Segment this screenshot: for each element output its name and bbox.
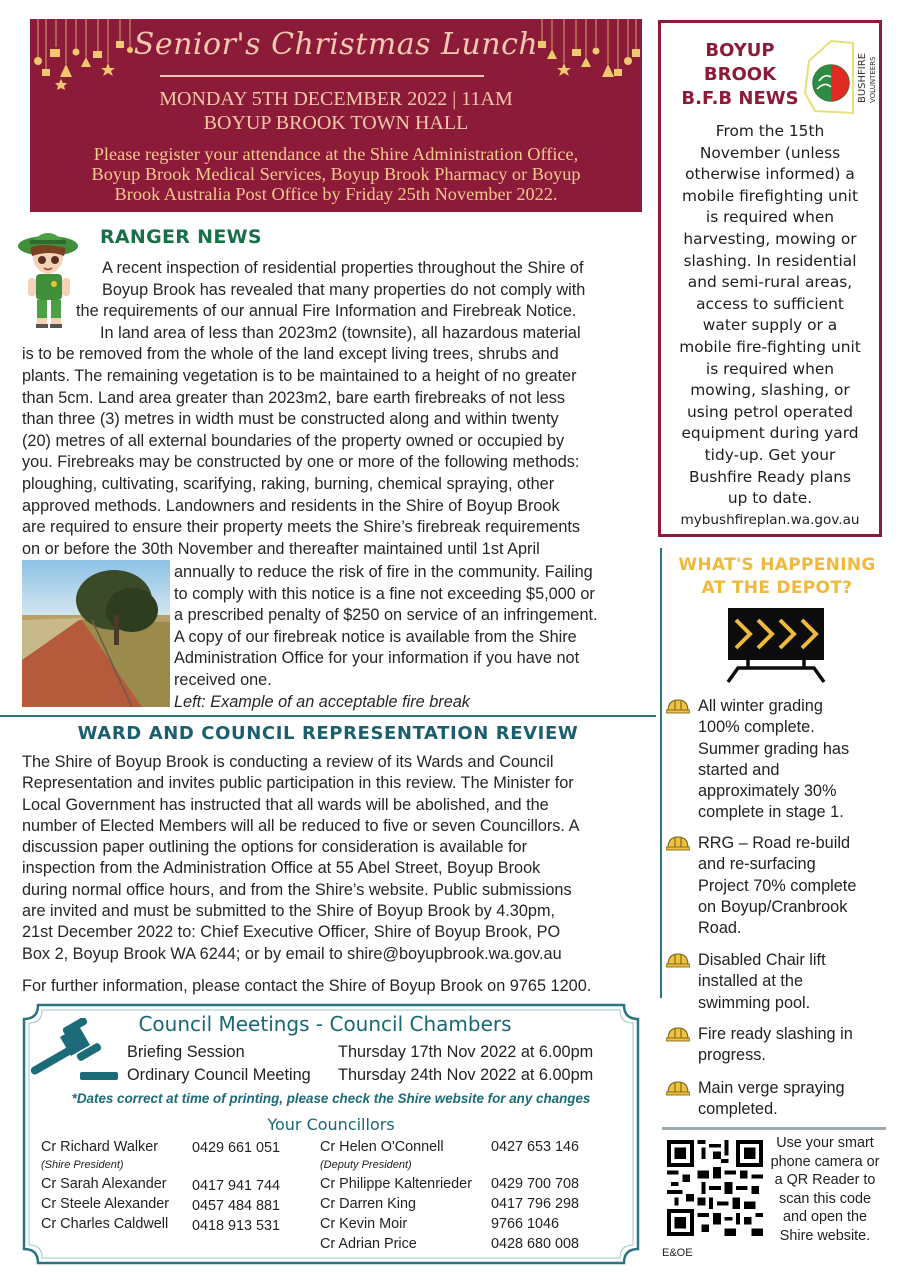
meeting-date: Thursday 17th Nov 2022 at 6.00pm	[338, 1043, 594, 1061]
depot-item-line: All winter grading	[698, 697, 823, 715]
ranger-line: plants. The remaining vegetation is to be maintained to a height of no greater	[22, 366, 577, 385]
bfb-line: slashing. In residential	[683, 251, 857, 270]
christmas-lunch-banner	[30, 19, 642, 212]
depot-item	[666, 1024, 896, 1067]
bfb-heading-line: B.F.B NEWS	[681, 88, 799, 109]
ward-line: are invited and must be submitted to the Shire of Boyup Brook by 4.30pm,	[22, 902, 556, 921]
councillor-phone: 0429 700 708	[491, 1176, 580, 1192]
section-divider	[662, 1127, 886, 1130]
qr-text-line: and open the	[782, 1209, 868, 1226]
depot-title-line: WHAT'S HAPPENING	[678, 555, 876, 575]
section-divider	[0, 715, 656, 717]
councillor-name: Cr Philippe Kaltenrieder	[320, 1176, 472, 1192]
councillor-name: Cr Darren King	[320, 1196, 416, 1212]
ranger-line: on or before the 30th November and thereafter maintained until 1st April	[22, 539, 540, 558]
ranger-line: annually to reduce the risk of fire in the community. Failing	[174, 563, 593, 581]
photo-caption: Left: Example of an acceptable fire break	[174, 692, 470, 711]
councillor-phone: 0428 680 008	[491, 1236, 580, 1252]
councillor-name: Cr Richard Walker	[41, 1139, 159, 1155]
ward-line: number of Elected Members will all be reduced to five or seven Councillors. A	[22, 816, 580, 835]
ranger-line: received one.	[174, 670, 272, 689]
ranger-line: a prescribed penalty of $250 on service of an infringement.	[174, 606, 598, 625]
depot-item-line: Project 70% complete	[698, 876, 857, 895]
councillor-role: (Shire President)	[41, 1159, 124, 1171]
banner-divider	[160, 75, 484, 77]
councillor-phone: 9766 1046	[491, 1216, 560, 1232]
bfb-line: using petrol operated	[687, 402, 853, 421]
bfb-line: access to sufficient	[696, 294, 844, 313]
hard-hat-icon	[666, 1026, 690, 1042]
qr-text-line: phone camera or	[770, 1153, 880, 1170]
registration-line: Boyup Brook Medical Services, Boyup Brook Pharmacy or Boyup	[91, 164, 581, 184]
depot-item-line: progress.	[698, 1046, 766, 1065]
ward-review-title: WARD AND COUNCIL REPRESENTATION REVIEW	[77, 723, 579, 744]
depot-item	[666, 950, 896, 1014]
ranger-line: In land area of less than 2023m2 (townsite), all hazardous material	[100, 323, 581, 342]
councillors-title: Your Councillors	[267, 1115, 395, 1134]
councillor-name: Cr Sarah Alexander	[41, 1176, 167, 1192]
bfb-line: mowing, slashing, or	[690, 381, 850, 400]
councillor-name: Cr Kevin Moir	[320, 1216, 408, 1232]
councillor-phone: 0418 913 531	[192, 1218, 281, 1234]
ranger-line: is to be removed from the whole of the land except living trees, shrubs and	[22, 345, 559, 364]
depot-item	[666, 1078, 896, 1121]
bfb-line: mobile fire-fighting unit	[679, 337, 861, 356]
bushfire-plan-link[interactable]: mybushfireplan.wa.gov.au	[680, 511, 860, 528]
ward-line: Local Government has instructed that all wards will be abolished, and the	[22, 795, 549, 814]
ranger-line: than three (3) metres in width must be constructed along and within twenty	[22, 410, 559, 429]
meeting-name: Ordinary Council Meeting	[127, 1066, 311, 1084]
logo-text-bushfire: BUSHFIRE	[857, 52, 868, 103]
ward-contact-info: For further information, please contact the Shire of Boyup Brook on 9765 1200.	[22, 977, 592, 995]
depot-item-line: approximately 30%	[698, 782, 837, 801]
bfb-line: tidy-up. Get your	[704, 445, 836, 464]
ranger-news-title: RANGER NEWS	[100, 226, 262, 248]
ranger-line: A copy of our firebreak notice is available from the Shire	[174, 627, 577, 646]
depot-item-line: complete in stage 1.	[698, 803, 844, 822]
councillor-role: (Deputy President)	[320, 1159, 412, 1171]
depot-item-line: Fire ready slashing in	[698, 1025, 853, 1043]
bfb-line: and semi-rural areas,	[687, 273, 853, 292]
bfb-line: November (unless	[699, 143, 841, 162]
bfb-line: up to date.	[727, 489, 813, 508]
ranger-line: than 5cm. Land area greater than 2023m2, bare earth firebreaks of not less	[22, 388, 566, 407]
bfb-line: otherwise informed) a	[685, 165, 855, 184]
depot-item-line: Summer grading has	[698, 739, 850, 758]
bfb-line: is required when	[705, 208, 835, 227]
registration-info	[30, 144, 642, 204]
ranger-line: Administration Office for your information if you have not	[174, 649, 580, 668]
bfb-line: Bushfire Ready plans	[688, 467, 852, 486]
bfb-line: From the 15th	[715, 122, 825, 140]
ward-line: inspection from the Administration Office at 55 Abel Street, Boyup Brook	[22, 859, 541, 878]
qr-instructions	[764, 1134, 886, 1246]
qr-text-line: a QR Reader to	[774, 1172, 876, 1189]
ranger-news-body	[22, 258, 650, 560]
depot-item-line: swimming pool.	[698, 993, 811, 1012]
qr-text-line: scan this code	[779, 1190, 871, 1207]
depot-item-line: Road.	[698, 919, 742, 938]
bfb-line: mobile firefighting unit	[681, 186, 858, 205]
depot-item-line: completed.	[698, 1100, 778, 1119]
depot-title	[664, 554, 890, 600]
event-venue: BOYUP BROOK TOWN HALL	[203, 112, 469, 134]
eoe-note: E&OE	[662, 1247, 693, 1259]
ranger-line: A recent inspection of residential properties throughout the Shire of	[102, 259, 584, 277]
hard-hat-icon	[666, 835, 690, 851]
depot-item-line: 100% complete.	[698, 718, 815, 737]
bfb-heading	[675, 39, 805, 111]
councillor-name: Cr Steele Alexander	[41, 1196, 169, 1212]
depot-item-line: installed at the	[698, 972, 803, 991]
bfb-line: equipment during yard	[681, 424, 859, 443]
hard-hat-icon	[666, 698, 690, 714]
ward-line: 21st December 2022 to: Chief Executive Officer, Shire of Boyup Brook, PO	[22, 923, 561, 942]
ranger-line: the requirements of our annual Fire Information and Firebreak Notice.	[76, 302, 577, 321]
ranger-line: you. Firebreaks may be constructed by one or more of the following methods:	[22, 453, 580, 472]
dates-disclaimer: *Dates correct at time of printing, please check the Shire website for any changes	[71, 1091, 591, 1106]
councillor-phone: 0429 661 051	[192, 1140, 281, 1156]
councillor-phone: 0457 484 881	[192, 1198, 281, 1214]
meeting-date: Thursday 24th Nov 2022 at 6.00pm	[338, 1066, 594, 1084]
arrow-road-sign-icon	[726, 606, 826, 686]
depot-item-line: RRG – Road re-build	[698, 834, 851, 852]
ranger-line: ploughing, cultivating, scarifying, raking, burning, chemical spraying, other	[22, 474, 555, 493]
councillor-name: Cr Helen O'Connell	[320, 1139, 444, 1155]
registration-line: Please register your attendance at the Shire Administration Office,	[93, 144, 579, 164]
depot-title-line: AT THE DEPOT?	[701, 578, 853, 598]
council-meetings-title: Council Meetings - Council Chambers	[138, 1012, 512, 1036]
depot-item-line: Main verge spraying	[698, 1079, 845, 1097]
ranger-line: (20) metres of all external boundaries of the property owned or occupied by	[22, 431, 565, 450]
councillor-name: Cr Charles Caldwell	[41, 1216, 169, 1232]
depot-item-line: Disabled Chair lift	[698, 951, 826, 969]
banner-title: Senior's Christmas Lunch	[133, 27, 539, 62]
ranger-line: are required to ensure their property meets the Shire’s firebreak requirements	[22, 518, 581, 537]
ranger-line: to comply with this notice is a fine not exceeding $5,000 or	[174, 584, 595, 603]
qr-code[interactable]	[667, 1140, 763, 1236]
bfb-line: is required when	[705, 359, 835, 378]
firebreak-photo	[22, 560, 170, 707]
meeting-name: Briefing Session	[127, 1043, 245, 1061]
ward-review-body	[22, 752, 662, 965]
ranger-news-continued	[174, 562, 652, 713]
event-date: MONDAY 5TH DECEMBER 2022 | 11AM	[159, 88, 513, 110]
event-details	[30, 87, 642, 135]
councillor-phone: 0427 653 146	[491, 1139, 580, 1155]
registration-line: Brook Australia Post Office by Friday 25th November 2022.	[114, 184, 558, 204]
bfb-line: harvesting, mowing or	[683, 229, 857, 248]
hard-hat-icon	[666, 952, 690, 968]
bfb-line: water supply or a	[702, 316, 838, 335]
ranger-line: approved methods. Landowners and residents in the Shire of Boyup Brook	[22, 496, 560, 515]
logo-text-volunteers: VOLUNTEERS	[869, 56, 877, 103]
qr-text-line: Use your smart	[776, 1135, 874, 1151]
depot-item-line: and re-surfacing	[698, 855, 816, 874]
gavel-icon	[28, 1018, 122, 1084]
depot-item-line: started and	[698, 760, 780, 779]
ward-line: during normal office hours, and from the Shire’s website. Public submissions	[22, 880, 572, 899]
depot-item	[666, 696, 896, 824]
bfb-heading-line: BROOK	[703, 64, 777, 85]
ranger-line: Boyup Brook has revealed that many properties do not comply with	[102, 280, 586, 299]
bfb-news-box	[658, 20, 882, 537]
ward-line: discussion paper outlining the options for consideration is available for	[22, 838, 528, 857]
ward-line: Representation and invites public participation in this review. The Minister for	[22, 774, 574, 793]
qr-text-line: Shire website.	[779, 1227, 871, 1244]
ward-line: Box 2, Boyup Brook WA 6244; or by email to shire@boyupbrook.wa.gov.au	[22, 944, 562, 963]
bfb-body	[665, 121, 875, 531]
councillor-phone: 0417 941 744	[192, 1178, 281, 1194]
hard-hat-icon	[666, 1080, 690, 1096]
depot-item-line: on Boyup/Cranbrook	[698, 897, 848, 916]
bfb-heading-line: BOYUP	[705, 40, 775, 61]
depot-item	[666, 833, 896, 939]
councillor-phone: 0417 796 298	[491, 1196, 580, 1212]
ward-line: The Shire of Boyup Brook is conducting a review of its Wards and Council	[22, 753, 554, 771]
bushfire-volunteers-logo-icon	[801, 33, 879, 119]
councillor-name: Cr Adrian Price	[320, 1236, 417, 1252]
